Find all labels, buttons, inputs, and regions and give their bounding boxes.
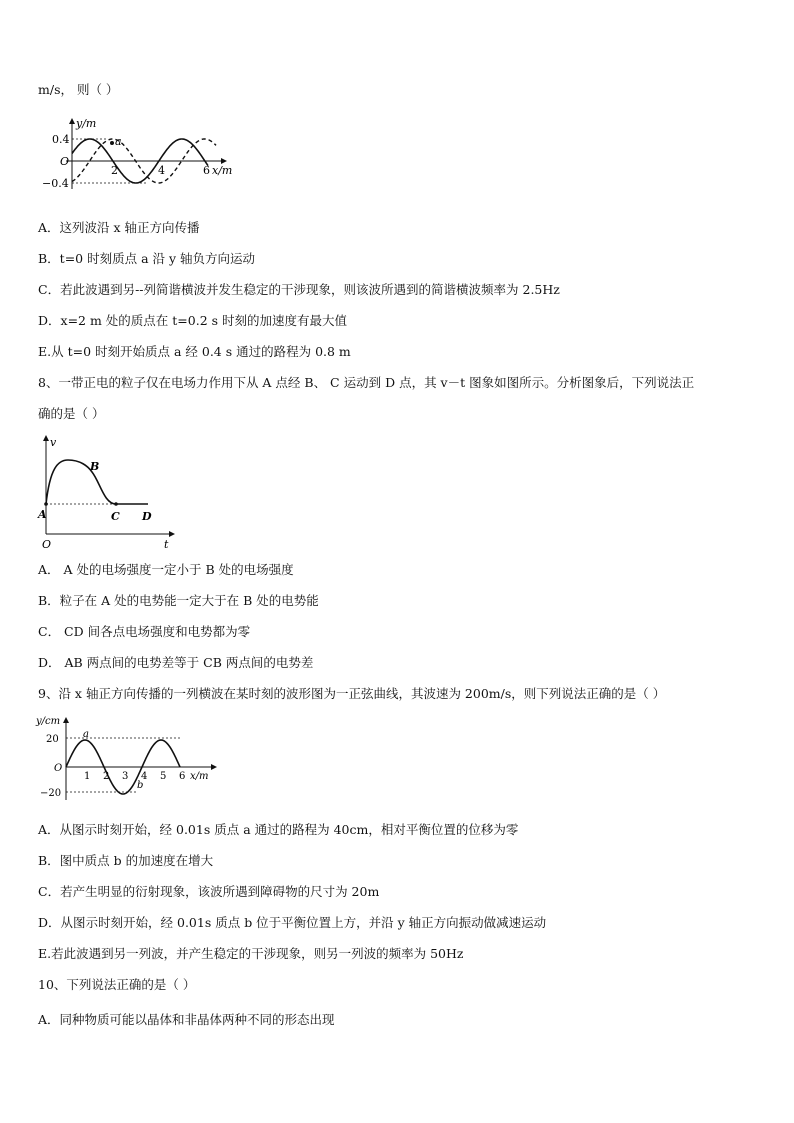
q7-x-tick-6: 6 xyxy=(203,164,210,177)
q8-t-axis-label: t xyxy=(164,538,169,550)
q8-stem-line1: 8、一带正电的粒子仅在电场力作用下从 A 点经 B、 C 运动到 D 点，其 v－t 图象如图所示。分析图象后，下列说法正 xyxy=(38,375,695,390)
q7-x-tick-4: 4 xyxy=(158,164,165,177)
q7-option-a: A．这列波沿 x 轴正方向传播 xyxy=(38,220,200,235)
q8-option-d: D． AB 两点间的电势差等于 CB 两点间的电势差 xyxy=(38,655,314,670)
q9-y-pos-label: 20 xyxy=(46,734,59,745)
q8-v-axis-label: v xyxy=(50,436,57,449)
q7-option-c: C．若此波遇到另--列简谐横波并发生稳定的干涉现象，则该波所遇到的简谐横波频率为 2.5Hz xyxy=(38,282,560,297)
q7-x-axis-label: x/m xyxy=(212,164,233,177)
q8-vt-curve xyxy=(46,460,116,504)
q7-y-axis-label: y/m xyxy=(76,117,97,130)
q9-x-tick-1: 1 xyxy=(84,771,91,782)
q9-option-c: C．若产生明显的衍射现象，该波所遇到障碍物的尺寸为 20m xyxy=(38,884,380,899)
q8-option-a: A． A 处的电场强度一定小于 B 处的电场强度 xyxy=(38,562,294,577)
q8-vt-figure xyxy=(34,432,184,554)
q9-option-a: A．从图示时刻开始，经 0.01s 质点 a 通过的路程为 40cm，相对平衡位置的位移为零 xyxy=(38,822,519,837)
q7-y-pos-label: 0.4 xyxy=(52,133,70,146)
q9-y-axis-label: y/cm xyxy=(36,716,61,727)
q9-x-tick-2: 2 xyxy=(103,771,110,782)
q9-stem: 9、沿 x 轴正方向传播的一列横波在某时刻的波形图为一正弦曲线，其波速为 200m/s，则下列说法正确的是（ ） xyxy=(38,686,666,701)
q9-x-axis-label: x/m xyxy=(190,771,209,782)
q8-point-b: B xyxy=(90,460,100,473)
q8-point-a: A xyxy=(38,508,47,521)
q7-option-d: D．x=2 m 处的质点在 t=0.2 s 时刻的加速度有最大值 xyxy=(38,313,348,328)
q7-wave-figure xyxy=(36,113,246,199)
q9-point-b: b xyxy=(137,780,144,791)
q7-option-e: E.从 t=0 时刻开始质点 a 经 0.4 s 通过的路程为 0.8 m xyxy=(38,344,351,359)
q7-point-a-label: a xyxy=(115,135,122,148)
q8-point-c: C xyxy=(111,510,120,523)
q8-point-d: D xyxy=(142,510,152,523)
q9-x-tick-4: 4 xyxy=(141,771,148,782)
q9-x-tick-6: 6 xyxy=(179,771,186,782)
q7-stem-tail: m/s， 则（ ） xyxy=(38,82,119,97)
q7-option-b: B．t=0 时刻质点 a 沿 y 轴负方向运动 xyxy=(38,251,256,266)
q8-option-b: B．粒子在 A 处的电势能一定大于在 B 处的电势能 xyxy=(38,593,319,608)
q9-option-e: E.若此波遇到另一列波，并产生稳定的干涉现象，则另一列波的频率为 50Hz xyxy=(38,946,464,961)
q9-y-neg-label: −20 xyxy=(40,788,62,799)
q8-option-c: C． CD 间各点电场强度和电势都为零 xyxy=(38,624,251,639)
q9-option-b: B．图中质点 b 的加速度在增大 xyxy=(38,853,214,868)
q7-origin-label: O xyxy=(60,155,70,168)
q9-wave-figure xyxy=(34,712,224,806)
q9-option-d: D．从图示时刻开始，经 0.01s 质点 b 位于平衡位置上方，并沿 y 轴正方向振动做减速运动 xyxy=(38,915,547,930)
q9-point-a: a xyxy=(83,729,89,740)
q9-x-tick-5: 5 xyxy=(160,771,167,782)
q7-point-a-marker xyxy=(110,141,114,145)
q7-y-neg-label: −0.4 xyxy=(42,177,69,190)
q8-stem-line2: 确的是（ ） xyxy=(38,406,105,421)
q9-origin-label: O xyxy=(54,763,63,774)
q10-stem: 10、下列说法正确的是（ ） xyxy=(38,977,196,992)
q9-x-tick-3: 3 xyxy=(122,771,129,782)
q8-origin-label: O xyxy=(42,538,52,550)
q7-x-tick-2: 2 xyxy=(111,164,118,177)
q10-option-a: A．同种物质可能以晶体和非晶体两种不同的形态出现 xyxy=(38,1012,335,1027)
